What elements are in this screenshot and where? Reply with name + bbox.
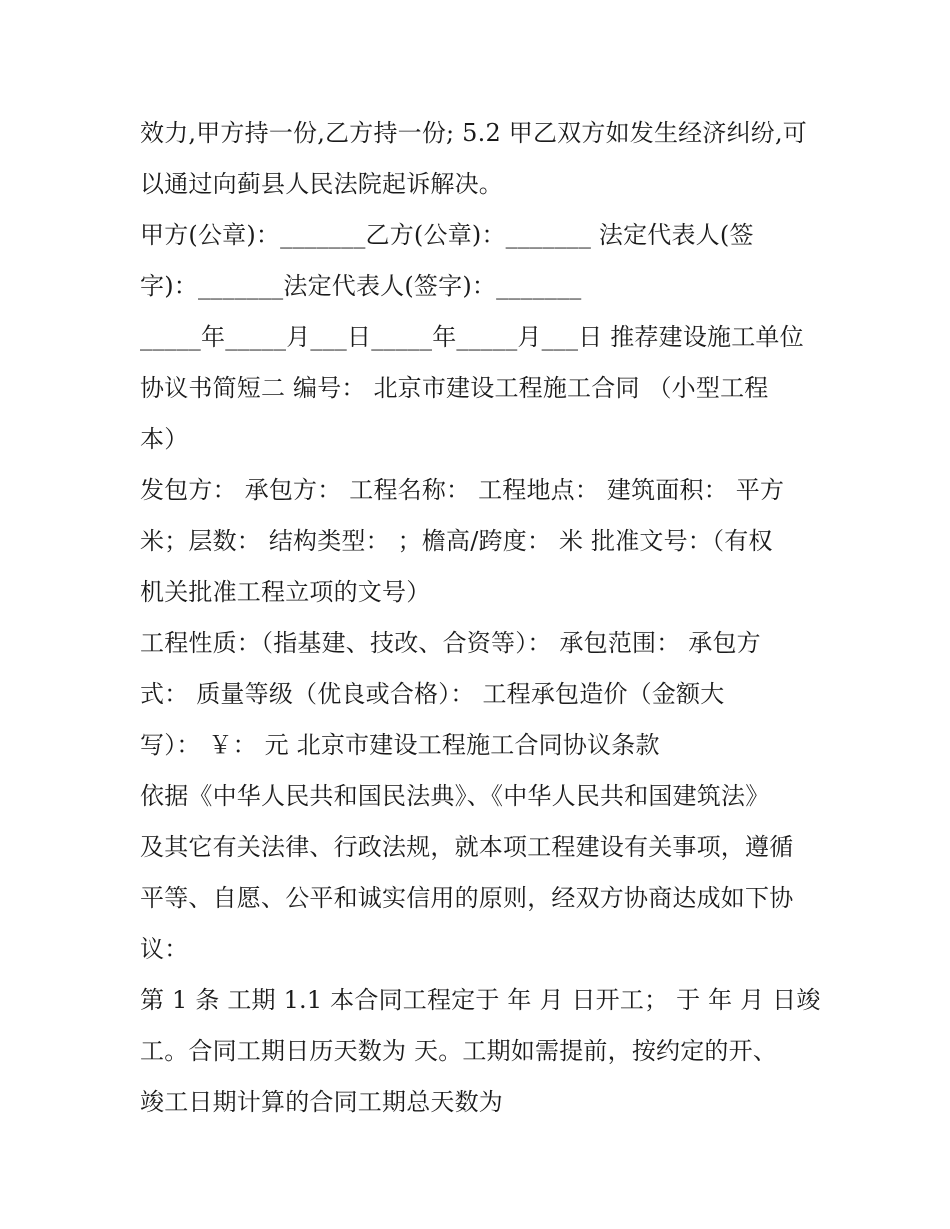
text-line-1: 效力,甲方持一份,乙方持一份; 5.2 甲乙双方如发生经济纠纷,可 (140, 119, 807, 147)
text-line-6: 协议书简短二 编号： 北京市建设工程施工合同 （小型工程 (140, 374, 769, 402)
text-line-12: 式： 质量等级（优良或合格）： 工程承包造价（金额大 (140, 680, 725, 708)
document-body (140, 108, 820, 1128)
text-line-5: _____年_____月___日_____年_____月___日 推荐建设施工单位 (140, 323, 804, 351)
text-line-18: 第 1 条 工期 1.1 本合同工程定于 年 月 日开工； 于 年 月 日竣 (140, 986, 821, 1014)
text-line-4: 字)：_______法定代表人(签字)：_______ (140, 272, 582, 300)
text-line-11: 工程性质：（指基建、技改、合资等）： 承包范围： 承包方 (140, 629, 761, 657)
text-line-10: 机关批准工程立项的文号） (140, 578, 431, 606)
text-line-15: 及其它有关法律、行政法规，就本项工程建设有关事项，遵循 (140, 833, 794, 861)
text-line-9: 米；层数： 结构类型： ；檐高/跨度： 米 批准文号：（有权 (140, 527, 773, 555)
text-line-14: 依据《中华人民共和国民法典》、《中华人民共和国建筑法》 (140, 782, 770, 810)
text-line-2: 以通过向蓟县人民法院起诉解决。 (140, 170, 503, 198)
text-line-16: 平等、自愿、公平和诚实信用的原则，经双方协商达成如下协 (140, 884, 794, 912)
text-line-17: 议： (140, 935, 189, 963)
text-line-8: 发包方： 承包方： 工程名称： 工程地点： 建筑面积： 平方 (140, 476, 785, 504)
text-line-19: 工。合同工期日历天数为 天。工期如需提前，按约定的开、 (140, 1037, 778, 1065)
text-line-3: 甲方(公章)：_______乙方(公章)：_______ 法定代表人(签 (140, 221, 754, 249)
text-line-7: 本） (140, 425, 189, 453)
text-line-20: 竣工日期计算的合同工期总天数为 (140, 1088, 503, 1116)
text-line-13: 写）： ￥： 元 北京市建设工程施工合同协议条款 (140, 731, 660, 759)
